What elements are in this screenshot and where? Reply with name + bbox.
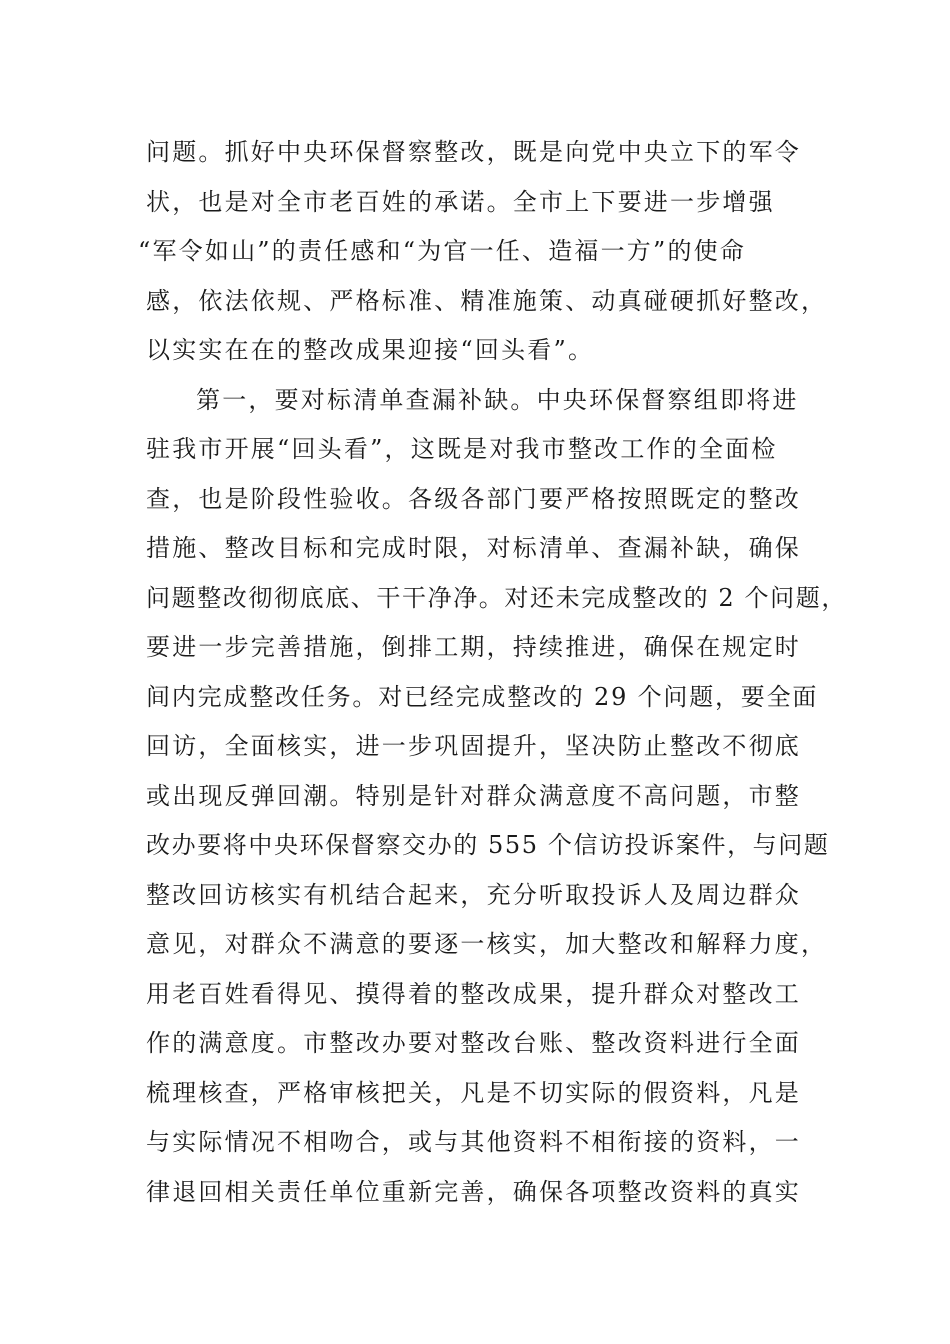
text-line: 驻我市开展“回头看”，这既是对我市整改工作的全面检 bbox=[146, 435, 778, 463]
text-line: 状，也是对全市老百姓的承诺。全市上下要进一步增强 bbox=[146, 187, 775, 216]
text-line: 与实际情况不相吻合，或与其他资料不相衔接的资料，一 bbox=[146, 1128, 801, 1156]
text-line: 回访，全面核实，进一步巩固提升，坚决防止整改不彻底 bbox=[146, 732, 801, 760]
document-body bbox=[138, 128, 847, 1217]
text-line: 用老百姓看得见、摸得着的整改成果，提升群众对整改工 bbox=[146, 979, 801, 1008]
text-line: 以实实在在的整改成果迎接“回头看”。 bbox=[146, 336, 595, 364]
text-line: 或出现反弹回潮。特别是针对群众满意度不高问题，市整 bbox=[146, 781, 801, 810]
text-line: 要进一步完善措施，倒排工期，持续推进，确保在规定时 bbox=[146, 633, 801, 661]
text-line: 查，也是阶段性验收。各级各部门要严格按照既定的整改 bbox=[146, 484, 801, 513]
text-line: 措施、整改目标和完成时限，对标清单、查漏补缺，确保 bbox=[146, 534, 801, 562]
text-line: 意见，对群众不满意的要逐一核实，加大整改和解释力度， bbox=[146, 930, 828, 958]
text-line: 问题。抓好中央环保督察整改，既是向党中央立下的军令 bbox=[146, 138, 801, 166]
paragraph-first-line: 第一，要对标清单查漏补缺。中央环保督察组即将进 bbox=[196, 385, 799, 414]
text-line: “军令如山”的责任感和“为官一任、造福一方”的使命 bbox=[138, 237, 747, 265]
text-line: 律退回相关责任单位重新完善，确保各项整改资料的真实 bbox=[146, 1177, 801, 1206]
text-line: 改办要将中央环保督察交办的 555 个信访投诉案件，与问题 bbox=[146, 831, 830, 859]
text-line: 整改回访核实有机结合起来，充分听取投诉人及周边群众 bbox=[146, 880, 801, 909]
text-line: 梳理核查，严格审核把关，凡是不切实际的假资料，凡是 bbox=[146, 1078, 801, 1107]
text-line: 间内完成整改任务。对已经完成整改的 29 个问题，要全面 bbox=[146, 682, 819, 711]
text-line: 作的满意度。市整改办要对整改台账、整改资料进行全面 bbox=[146, 1029, 801, 1057]
text-line: 问题整改彻彻底底、干干净净。对还未完成整改的 2 个问题， bbox=[146, 583, 847, 612]
text-line: 感，依法依规、严格标准、精准施策、动真碰硬抓好整改， bbox=[146, 286, 828, 315]
